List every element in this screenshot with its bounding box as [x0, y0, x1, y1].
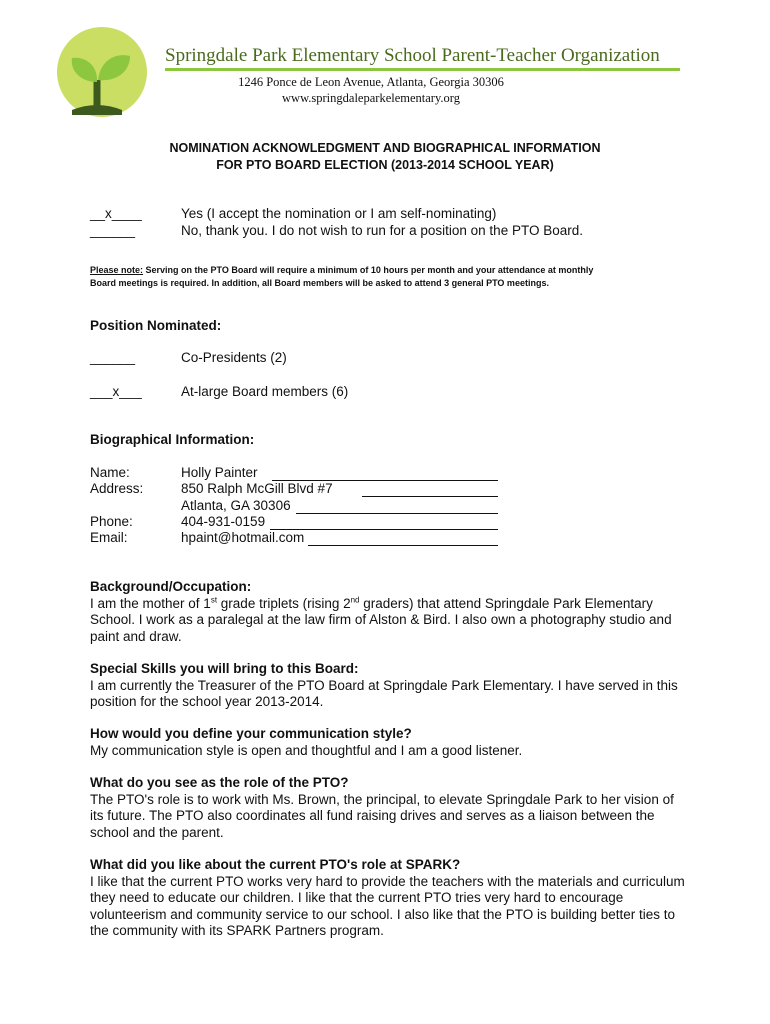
- email-value[interactable]: hpaint@hotmail.com: [181, 530, 305, 545]
- position-heading: Position Nominated:: [90, 318, 222, 333]
- communication-section: [90, 726, 690, 759]
- address-line-2[interactable]: Atlanta, GA 30306: [181, 498, 291, 513]
- liked-text: I like that the current PTO works very hard to provide the teachers with the materials and curriculum they need to educate our children. I like that the current PTO tries very hard to encourage volunteerism and community service to our school. I also like that the PTO is building better ties to the community with its SPARK Partners program.: [90, 873, 685, 938]
- background-text-3: graders) that attend Springdale Park Elementary School. I work as a paralegal at the law firm of Alston & Bird. I also own a photography studio and paint and draw.: [90, 595, 672, 644]
- copresidents-mark[interactable]: ______: [90, 350, 136, 365]
- address-label: Address:: [90, 481, 144, 496]
- email-label: Email:: [90, 530, 128, 545]
- background-sup-1: st: [210, 595, 218, 604]
- note-label: Please note:: [90, 265, 144, 275]
- header-rule: [165, 68, 680, 71]
- address-underline-2: [296, 513, 498, 514]
- background-section: [90, 579, 690, 645]
- skills-text: I am currently the Treasurer of the PTO Board at Springdale Park Elementary. I have served in this position for the school year 2013-2014.: [90, 677, 678, 709]
- yes-mark[interactable]: __x____: [90, 206, 142, 221]
- role-text: The PTO's role is to work with Ms. Brown, the principal, to elevate Springdale Park to her vision of its future. The PTO also coordinates all fund raising drives and serves as a liaison between the school and the parent.: [90, 791, 674, 840]
- org-website[interactable]: www.springdaleparkelementary.org: [282, 91, 460, 105]
- background-heading: Background/Occupation:: [90, 579, 252, 594]
- address-block: [165, 74, 577, 106]
- sprout-logo-icon: [42, 20, 152, 120]
- address-line-1[interactable]: 850 Ralph McGill Blvd #7: [181, 481, 333, 496]
- address-underline-1: [362, 496, 498, 497]
- no-option: No, thank you. I do not wish to run for a position on the PTO Board.: [181, 223, 583, 238]
- phone-label: Phone:: [90, 514, 133, 529]
- communication-text: My communication style is open and thoughtful and I am a good listener.: [90, 742, 523, 758]
- title-line-1: NOMINATION ACKNOWLEDGMENT AND BIOGRAPHICAL INFORMATION: [169, 141, 601, 155]
- title-line-2: FOR PTO BOARD ELECTION (2013-2014 SCHOOL YEAR): [216, 158, 554, 172]
- role-heading: What do you see as the role of the PTO?: [90, 775, 349, 790]
- background-text-1: I am the mother of 1: [90, 595, 211, 611]
- name-value[interactable]: Holly Painter: [181, 465, 258, 480]
- skills-section: [90, 661, 690, 711]
- role-section: [90, 775, 690, 841]
- note-line-2: Board meetings is required. In addition, all Board members will be asked to attend 3 general PTO meetings.: [90, 278, 549, 288]
- phone-value[interactable]: 404-931-0159: [181, 514, 266, 529]
- background-text-2: grade triplets (rising 2: [217, 595, 351, 611]
- background-sup-2: nd: [350, 595, 360, 604]
- yes-option: Yes (I accept the nomination or I am self-nominating): [181, 206, 497, 221]
- bio-heading: Biographical Information:: [90, 432, 255, 447]
- org-name: Springdale Park Elementary School Parent-Teacher Organization: [165, 45, 660, 66]
- liked-section: [90, 857, 690, 940]
- note-line-1: Serving on the PTO Board will require a minimum of 10 hours per month and your attendance at monthly: [143, 265, 594, 275]
- org-address: 1246 Ponce de Leon Avenue, Atlanta, Georgia 30306: [238, 75, 504, 89]
- liked-heading: What did you like about the current PTO's role at SPARK?: [90, 857, 461, 872]
- atlarge-mark[interactable]: ___x___: [90, 384, 142, 399]
- no-mark[interactable]: ______: [90, 223, 136, 238]
- email-underline: [308, 545, 498, 546]
- skills-heading: Special Skills you will bring to this Board:: [90, 661, 359, 676]
- board-note: [90, 264, 690, 290]
- document-title: [0, 140, 770, 174]
- communication-heading: How would you define your communication style?: [90, 726, 412, 741]
- name-label: Name:: [90, 465, 130, 480]
- copresidents-option: Co-Presidents (2): [181, 350, 287, 365]
- atlarge-option: At-large Board members (6): [181, 384, 349, 399]
